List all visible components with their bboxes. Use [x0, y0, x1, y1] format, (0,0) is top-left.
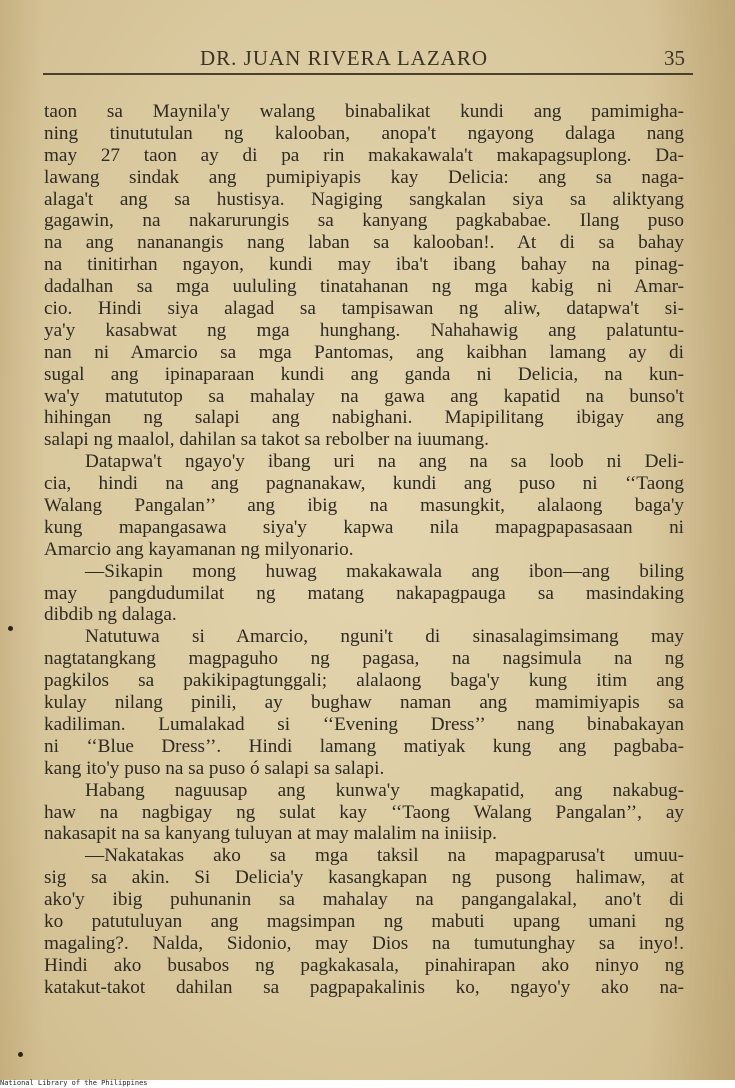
text-line: ya'y kasabwat ng mga hunghang. Nahahawig ang palatuntu- [44, 319, 684, 341]
running-header [0, 44, 735, 74]
text-line: alaga't ang sa hustisya. Nagiging sangkalan siya sa aliktyang [44, 188, 684, 210]
text-line: nan ni Amarcio sa mga Pantomas, ang kaibhan lamang ay di [44, 341, 684, 363]
text-line: cia, hindi na ang pagnanakaw, kundi ang puso ni ‘‘Taong [44, 473, 684, 495]
text-line: dibdib ng dalaga. [44, 604, 177, 626]
text-line: Datapwa't ngayo'y ibang uri na ang na sa loob ni Deli- [85, 451, 684, 473]
text-line: may pangdudumilat ng matang nakapagpauga sa masindaking [44, 582, 684, 604]
text-line: kulay nilang pinili, ay bughaw naman ang mamimiyapis sa [44, 692, 684, 714]
text-line: Habang naguusap ang kunwa'y magkapatid, ang nakabug- [85, 779, 684, 801]
header-rule [43, 73, 693, 75]
text-line: haw na nagbigay ng sulat kay ‘‘Taong Walang Pangalan’’, ay [44, 801, 684, 823]
library-watermark: National Library of the Philippines [0, 1079, 148, 1087]
text-line: cio. Hindi siya alagad sa tampisawan ng aliw, datapwa't si- [44, 298, 684, 320]
text-line: —Nakatakas ako sa mga taksil na mapagparusa't umuu- [85, 845, 684, 867]
text-line: Walang Pangalan’’ ang ibig na masungkit, alalaong baga'y [44, 495, 684, 517]
text-line: wa'y matututop sa mahalay na gawa ang kapatid na bunso't [44, 385, 684, 407]
text-line: Amarcio ang kayamanan ng milyonario. [44, 538, 354, 560]
text-line: salapi ng maalol, dahilan sa takot sa rebolber na iuumang. [44, 429, 489, 451]
margin-ink-dot [8, 626, 13, 631]
body-text [44, 101, 684, 999]
text-line: sig sa akin. Si Delicia'y kasangkapan ng pusong halimaw, at [44, 867, 684, 889]
text-line: Natutuwa si Amarcio, nguni't di sinasalagimsimang may [85, 626, 684, 648]
text-line: taon sa Maynila'y walang binabalikat kundi ang pamimigha- [44, 101, 684, 122]
text-line: gagawin, na nakarurungis sa kanyang pagkababae. Ilang puso [44, 210, 684, 232]
text-line: nakasapit na sa kanyang tuluyan at may malalim na iniisip. [44, 823, 497, 845]
text-line: kadiliman. Lumalakad si ‘‘Evening Dress’’ nang binabakayan [44, 713, 684, 735]
text-line: na tinitirhan ngayon, kundi may iba't ibang bahay na pinag- [44, 254, 684, 276]
text-line: Hindi ako busabos ng pagkakasala, pinahirapan ako ninyo ng [44, 954, 684, 976]
footer-bar [0, 1080, 735, 1088]
text-line: kung mapangasawa siya'y kapwa nila mapagpapasasaan ni [44, 516, 684, 538]
text-line: ko patutuluyan ang magsimpan ng mabuti upang umani ng [44, 910, 684, 932]
text-line: nagtatangkang magpaguho ng pagasa, na nagsimula na ng [44, 648, 684, 670]
text-line: may 27 taon ay di pa rin makakawala't makapagsuplong. Da- [44, 144, 684, 166]
page-number: 35 [664, 46, 685, 70]
running-header-title: DR. JUAN RIVERA LAZARO [200, 46, 489, 70]
text-line: ni ‘‘Blue Dress’’. Hindi lamang matiyak kung ang pagbaba- [44, 735, 684, 757]
text-line: sugal ang ipinaparaan kundi ang ganda ni Delicia, na kun- [44, 363, 684, 385]
text-line: ako'y ibig puhunanin sa mahalay na pangangalakal, ano't di [44, 889, 684, 911]
margin-ink-dot [18, 1052, 23, 1057]
text-line: lawang sindak ang pumipiyapis kay Delicia: ang sa naga- [44, 166, 684, 188]
text-line: ning tinututulan ng kalooban, anopa't ngayong dalaga nang [44, 122, 684, 144]
text-line: pagkilos sa pakikipagtunggali; alalaong baga'y kung itim ang [44, 670, 684, 692]
text-line: —Sikapin mong huwag makakawala ang ibon—ang biling [85, 560, 684, 582]
text-line: na ang nananangis nang laban sa kalooban!. At di sa bahay [44, 232, 684, 254]
text-line: katakut-takot dahilan sa pagpapakalinis ko, ngayo'y ako na- [44, 976, 684, 998]
text-line: kang ito'y puso na sa puso ó salapi sa salapi. [44, 757, 385, 779]
text-line: magaling?. Nalda, Sidonio, may Dios na tumutunghay sa inyo!. [44, 932, 684, 954]
text-line: dadalhan sa mga uululing tinatahanan ng mga kabig ni Amar- [44, 276, 684, 298]
text-line: hihingan ng salapi ang nabighani. Mapipilitang ibigay ang [44, 407, 684, 429]
